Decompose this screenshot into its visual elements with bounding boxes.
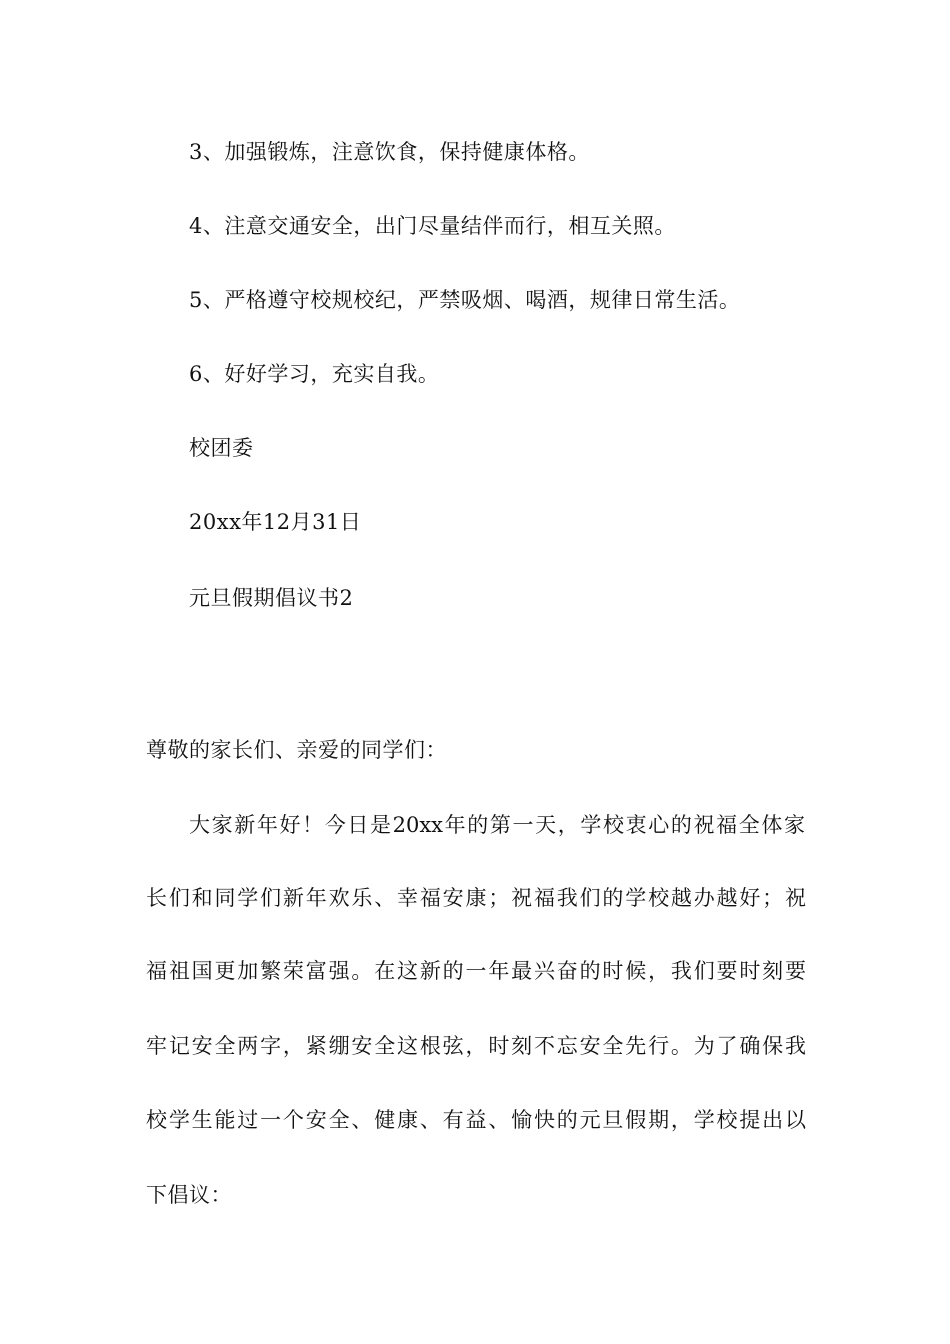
list-item: 4、注意交通安全，出门尽量结伴而行，相互关照。: [189, 214, 676, 238]
list-item: 3、加强锻炼，注意饮食，保持健康体格。: [189, 140, 590, 164]
signature: 校团委: [189, 436, 254, 460]
salutation: 尊敬的家长们、亲爱的同学们：: [146, 738, 447, 762]
section-title: 元旦假期倡议书2: [189, 586, 354, 610]
paragraph-line: 长们和同学们新年欢乐、幸福安康；祝福我们的学校越办越好；祝: [146, 886, 806, 910]
paragraph-line: 牢记安全两字，紧绷安全这根弦，时刻不忘安全先行。为了确保我: [146, 1034, 806, 1058]
list-item: 6、好好学习，充实自我。: [189, 362, 440, 386]
paragraph-line: 福祖国更加繁荣富强。在这新的一年最兴奋的时候，我们要时刻要: [146, 959, 806, 983]
list-item: 5、严格遵守校规校纪，严禁吸烟、喝酒，规律日常生活。: [189, 288, 741, 312]
paragraph-line: 下倡议：: [146, 1183, 232, 1207]
date: 20xx年12月31日: [189, 510, 362, 534]
paragraph-line: 校学生能过一个安全、健康、有益、愉快的元旦假期，学校提出以: [146, 1108, 806, 1132]
paragraph-line: 大家新年好！今日是20xx年的第一天，学校衷心的祝福全体家: [189, 813, 805, 837]
